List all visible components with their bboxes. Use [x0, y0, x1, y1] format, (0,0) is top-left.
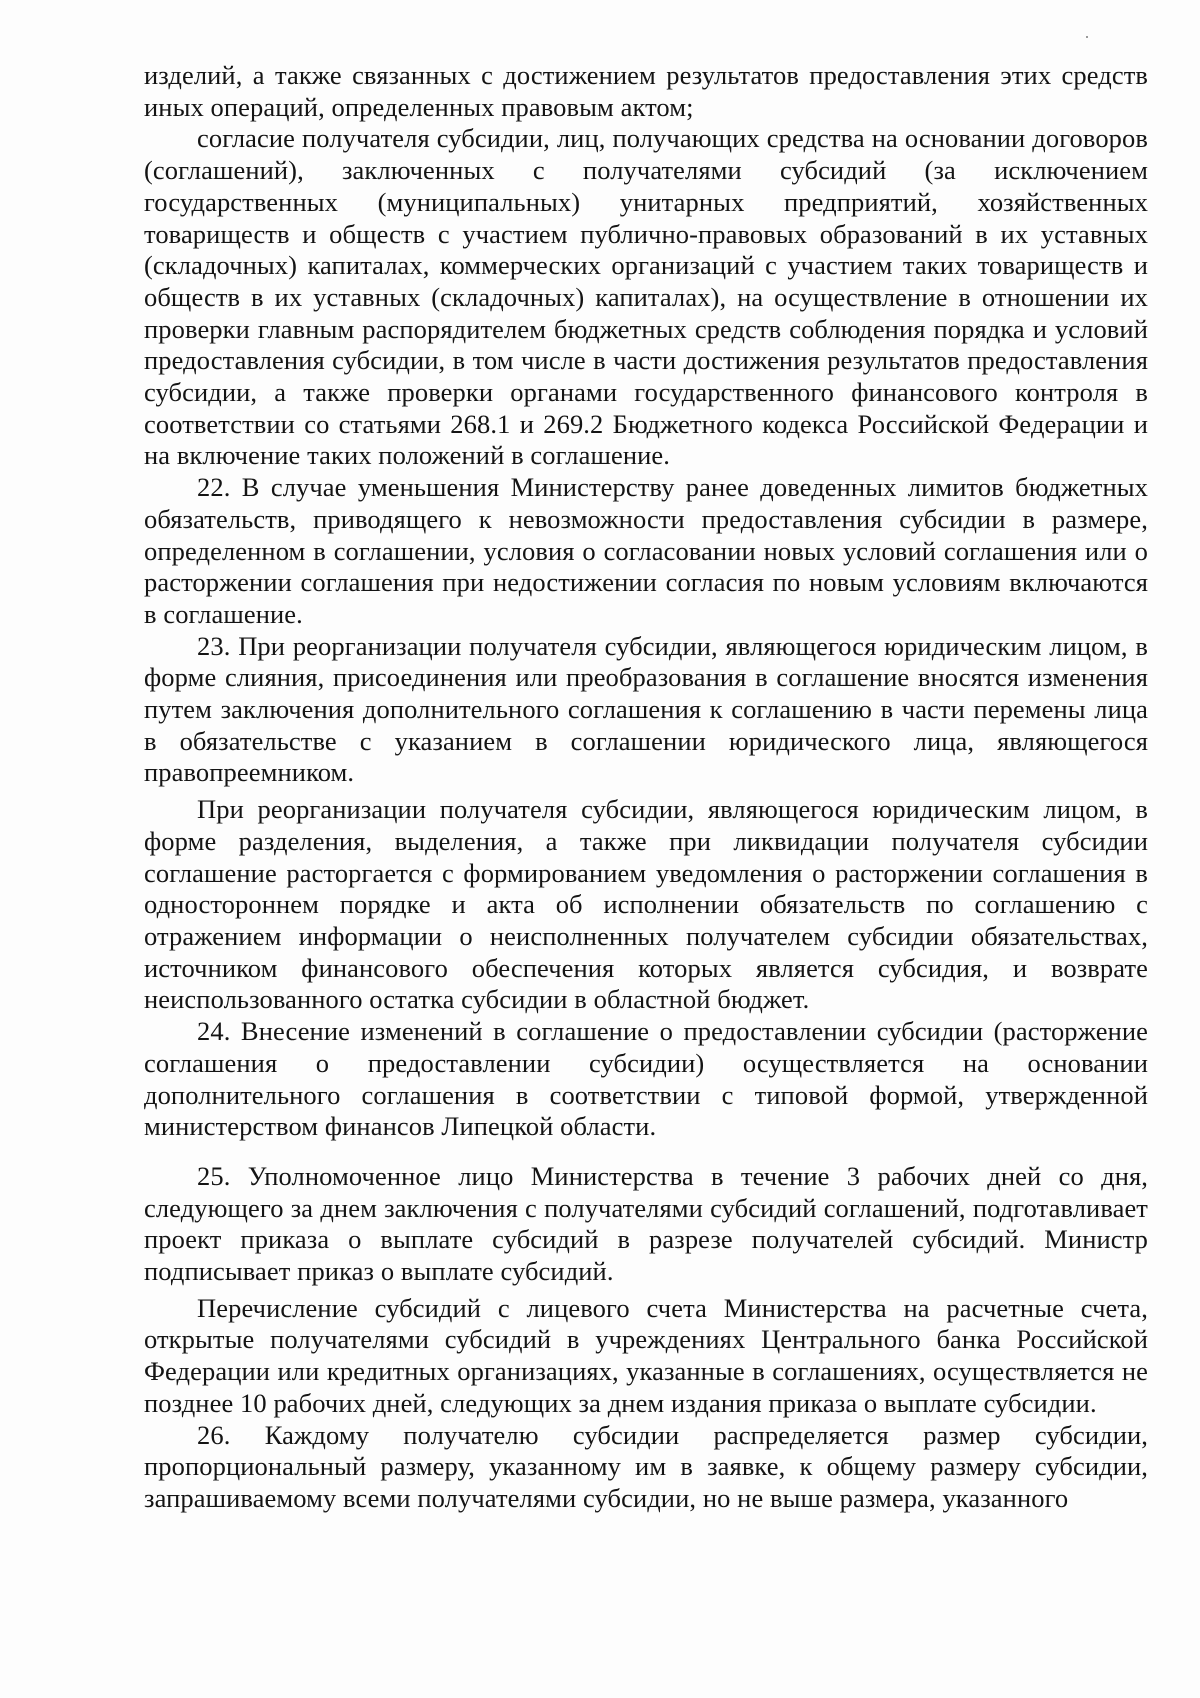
- paragraph-transfer: Перечисление субсидий с лицевого счета Министерства на расчетные счета, открытые получателями субсидий в учреждениях Центрального банка Российской Федерации или кредитных организациях, указанные в соглашениях, осуществляется не позднее 10 рабочих дней, следующих за днем издания приказа о выплате субсидии.: [144, 1292, 1148, 1418]
- document-body: [144, 60, 1148, 1515]
- paragraph-clause-22: 22. В случае уменьшения Министерству ранее доведенных лимитов бюджетных обязательств, приводящего к невозможности предоставления субсидии в размере, определенном в соглашении, условия о согласовании новых условий соглашения или о расторжении соглашения при недостижении согласия по новым условиям включаются в соглашение.: [144, 472, 1148, 629]
- paragraph-reorganization: При реорганизации получателя субсидии, являющегося юридическим лицом, в форме разделения, выделения, а также при ликвидации получателя субсидии соглашение расторгается с формированием уведомления о расторжении соглашения в одностороннем порядке и акта об исполнении обязательств по соглашению с отражением информации о неисполненных получателем субсидии обязательствах, источником финансового обеспечения которых является субсидия, и возврате неиспользованного остатка субсидии в областной бюджет.: [144, 794, 1148, 1015]
- scan-speck: [1086, 36, 1088, 38]
- paragraph-clause-24: 24. Внесение изменений в соглашение о предоставлении субсидии (расторжение соглашения о предоставлении субсидии) осуществляется на основании дополнительного соглашения в соответствии с типовой формой, утвержденной министерством финансов Липецкой области.: [144, 1016, 1148, 1142]
- paragraph-clause-23: 23. При реорганизации получателя субсидии, являющегося юридическим лицом, в форме слияния, присоединения или преобразования в соглашение вносятся изменения путем заключения дополнительного соглашения к соглашению в части перемены лица в обязательстве с указанием в соглашении юридического лица, являющегося правопреемником.: [144, 630, 1148, 788]
- paragraph-continuation: изделий, а также связанных с достижением результатов предоставления этих средств иных операций, определенных правовым актом;: [144, 60, 1148, 122]
- paragraph-clause-26: 26. Каждому получателю субсидии распределяется размер субсидии, пропорциональный размеру, указанному им в заявке, к общему размеру субсидии, запрашиваемому всеми получателями субсидии, но не выше размера, указанного: [144, 1419, 1148, 1513]
- paragraph-clause-25: 25. Уполномоченное лицо Министерства в течение 3 рабочих дней со дня, следующего за днем заключения с получателями субсидий соглашений, подготавливает проект приказа о выплате субсидий в разрезе получателей субсидий. Министр подписывает приказ о выплате субсидий.: [144, 1160, 1148, 1287]
- paragraph-consent: согласие получателя субсидии, лиц, получающих средства на основании договоров (соглашений), заключенных с получателями субсидий (за исключением государственных (муниципальных) унитарных предприятий, хозяйственных товариществ и обществ с участием публично-правовых образований в их уставных (складочных) капиталах, коммерческих организаций с участием таких товариществ и обществ в их уставных (складочных) капиталах), на осуществление в отношении их проверки главным распорядителем бюджетных средств соблюдения порядка и условий предоставления субсидии, в том числе в части достижения результатов предоставления субсидии, а также проверки органами государственного финансового контроля в соответствии со статьями 268.1 и 269.2 Бюджетного кодекса Российской Федерации и на включение таких положений в соглашение.: [144, 123, 1148, 471]
